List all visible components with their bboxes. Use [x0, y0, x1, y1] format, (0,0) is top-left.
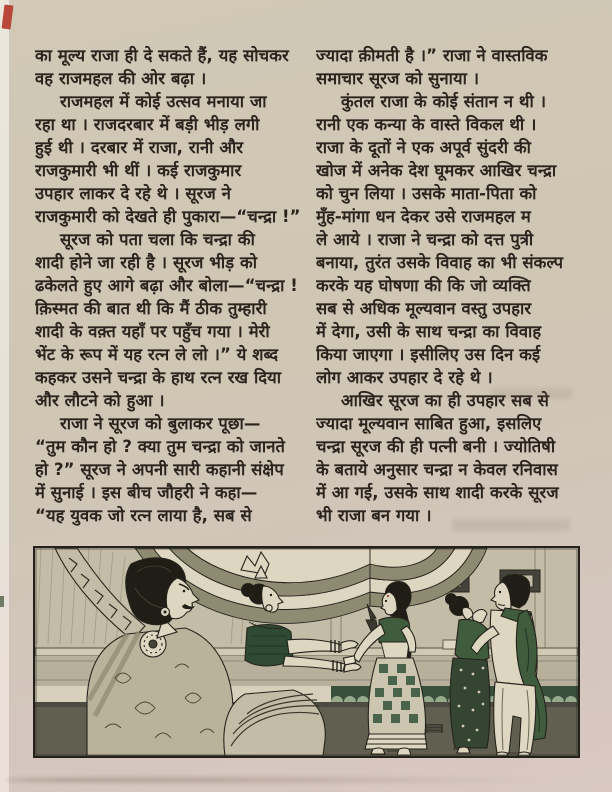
story-text — [35, 44, 584, 527]
text-line: हुई थी । दरबार में राजा, रानी और — [35, 138, 244, 157]
column-left — [35, 44, 303, 527]
text-line: राजा के दूतों ने एक अपूर्व सुंदरी की — [316, 138, 532, 157]
text-line: खोज में अनेक देश घूमकर आखिर चन्द्रा — [316, 161, 557, 180]
text-line: रहा था । राजदरबार में बड़ी भीड़ लगी — [35, 115, 260, 134]
text-line: शादी होने जा रही है । सूरज भीड़ को — [35, 253, 258, 272]
text-line: राजकुमारी भी थीं । कई राजकुमार — [35, 161, 242, 180]
text-line: बनाया, तुरंत उसके विवाह का भी संकल्प — [316, 253, 564, 272]
showthrough-smudge — [452, 519, 570, 531]
text-line: कुंतल राजा के कोई संतान न थी । — [341, 92, 547, 111]
text-line: राजा ने सूरज को बुलाकर पूछा— — [60, 414, 261, 433]
page-corner-mark — [2, 5, 14, 30]
text-line: उपहार लाकर दे रहे थे । सूरज ने — [35, 184, 231, 203]
text-line: ढकेलते हुए आगे बढ़ा और बोला—“चन्द्रा ! — [35, 276, 298, 295]
text-line: के बताये अनुसार चन्द्रा न केवल रनिवास — [316, 460, 558, 479]
text-line: ज्यादा क़ीमती है ।” राजा ने वास्तविक — [316, 46, 548, 65]
text-line: मुँह-मांगा धन देकर उसे राजमहल म — [316, 207, 531, 226]
text-line: “यह युवक जो रत्न लाया है, सब से — [35, 506, 252, 525]
showthrough-smudge — [492, 388, 572, 399]
text-line: करके यह घोषणा की कि जो व्यक्ति — [316, 276, 531, 295]
text-line: हो ?” सूरज ने अपनी सारी कहानी संक्षेप — [35, 460, 284, 479]
text-line: में सुनाई । इस बीच जौहरी ने कहा— — [35, 483, 258, 502]
text-line: में देगा, उसी के साथ चन्द्रा का विवाह — [316, 322, 542, 341]
text-line: क़िस्मत की बात थी कि मैं ठीक तुम्हारी — [35, 299, 267, 318]
text-line: राजकुमारी को देखते ही पुकारा—“चन्द्रा !” — [35, 207, 301, 226]
text-line: सूरज को पता चला कि चन्द्रा की — [60, 230, 255, 249]
text-line: समाचार सूरज को सुनाया । — [316, 69, 480, 88]
story-illustration-svg — [35, 548, 578, 756]
text-line: शादी के वक़्त यहाँ पर पहुँच गया । मेरी — [35, 322, 270, 341]
text-line: चन्द्रा सूरज की ही पत्नी बनी । ज्योतिषी — [316, 437, 556, 456]
text-line: आखिर सूरज का ही उपहार सब से — [341, 391, 550, 410]
text-line: और लौटने को हुआ । — [35, 391, 165, 410]
text-line: किया जाएगा । इसीलिए उस दिन कई — [316, 345, 541, 364]
text-line: सब से अधिक मूल्यवान वस्तु उपहार — [316, 299, 532, 318]
text-line: “तुम कौन हो ? क्या तुम चन्द्रा को जानते — [35, 437, 285, 456]
text-line: भी राजा बन गया । — [316, 506, 432, 525]
text-line: का मूल्य राजा ही दे सकते हैं, यह सोचकर — [35, 46, 289, 65]
text-line: लोग आकर उपहार दे रहे थे । — [316, 368, 493, 387]
edge-artifact — [0, 596, 4, 607]
text-line: भेंट के रूप में यह रत्न ले लो ।” ये शब्द — [35, 345, 279, 364]
text-line: ले आये । राजा ने चन्द्रा को दत्त पुत्री — [316, 230, 534, 249]
text-line: को चुन लिया । उसके माता-पिता को — [316, 184, 537, 203]
text-line: में आ गई, उसके साथ शादी करके सूरज — [316, 483, 559, 502]
story-illustration — [33, 546, 580, 758]
text-line: रानी एक कन्या के वास्ते विकल थी । — [316, 115, 537, 134]
text-line: वह राजमहल की ओर बढ़ा । — [35, 69, 207, 88]
text-line: कहकर उसने चन्द्रा के हाथ रत्न रख दिया — [35, 368, 282, 387]
page-bottom-shadow — [4, 777, 544, 783]
text-line: राजमहल में कोई उत्सव मनाया जा — [60, 92, 267, 111]
page-edge-highlight — [0, 0, 10, 792]
column-right — [316, 44, 584, 527]
text-line: ज्यादा मूल्यवान साबित हुआ, इसलिए — [316, 414, 542, 433]
